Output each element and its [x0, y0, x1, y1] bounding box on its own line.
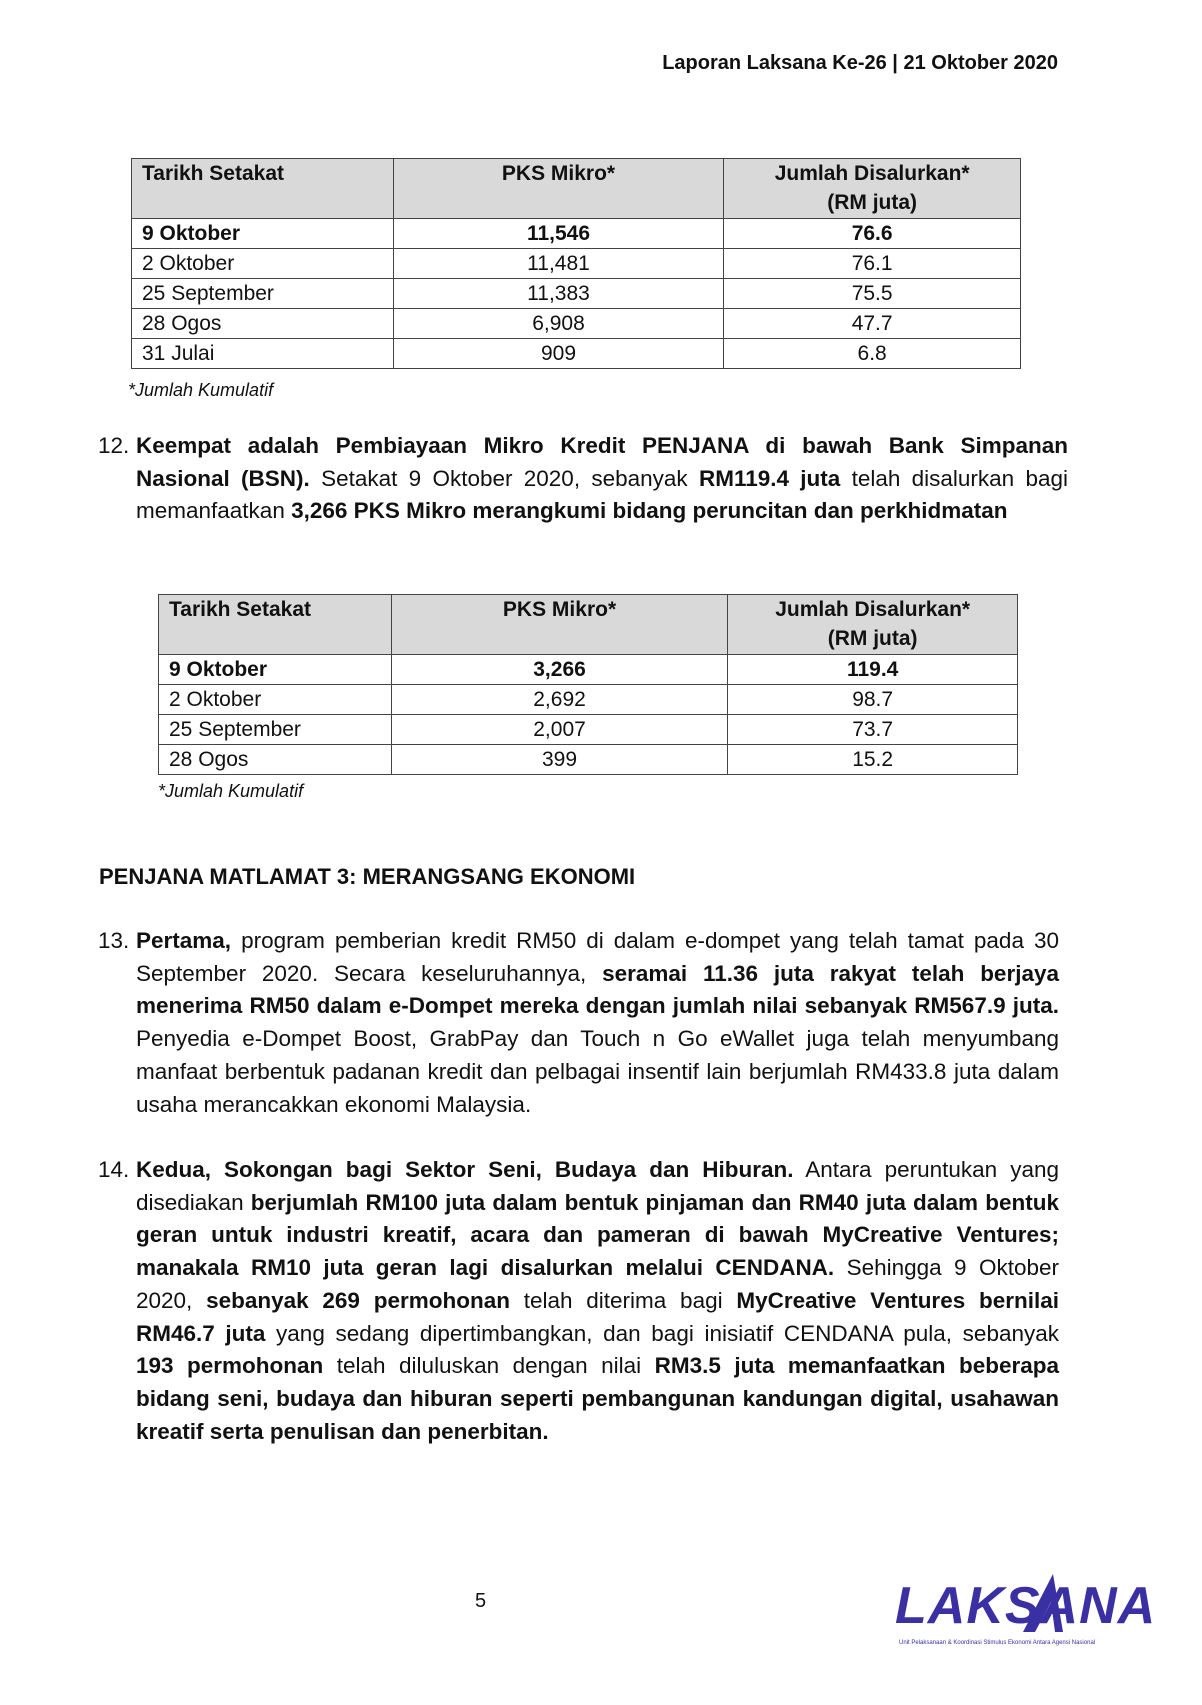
col-header-amount: Jumlah Disalurkan* (RM juta) — [724, 159, 1021, 219]
cell-date: 31 Julai — [132, 339, 394, 369]
para14-text: Antara peruntukan yang disediakan — [136, 1157, 1059, 1215]
cell-amount: 76.6 — [724, 219, 1021, 249]
para12-text: 3,266 PKS Mikro merangkumi bidang peruncitan dan perkhidmatan — [291, 498, 1008, 524]
cell-date: 2 Oktober — [159, 685, 392, 715]
table-row — [132, 249, 1021, 279]
col-header-date: Tarikh Setakat — [159, 595, 392, 655]
table-row — [159, 715, 1018, 745]
table-bsn-tekun — [131, 158, 1021, 369]
para14-text: berjumlah RM100 juta dalam bentuk pinjaman dan RM40 juta dalam bentuk geran untuk industri kreatif, acara dan pameran di bawah MyCreative Ventures; manakala RM10 juta geran lagi disalurkan melalui CENDANA. — [136, 1189, 1059, 1281]
cell-pks: 11,383 — [393, 279, 724, 309]
table-row — [132, 309, 1021, 339]
para13-text: Penyedia e-Dompet Boost, GrabPay dan Touch n Go eWallet juga telah menyumbang manfaat berbentuk padanan kredit dan pelbagai insentif lain berjumlah RM433.8 juta dalam usaha merancakkan ekonomi Malaysia. — [136, 1026, 1059, 1117]
col-header-pks: PKS Mikro* — [391, 595, 728, 655]
para14-text: sebanyak 269 permohonan — [206, 1287, 510, 1313]
para14-text: Sehingga 9 Oktober 2020, — [136, 1255, 1059, 1313]
para13-text: program pemberian kredit RM50 di dalam e-dompet yang telah tamat pada 30 September 2020. Secara keseluruhannya, — [136, 928, 1059, 986]
cell-pks: 6,908 — [393, 309, 724, 339]
para13-text: Pertama, — [136, 928, 232, 953]
cell-pks: 11,481 — [393, 249, 724, 279]
table-row — [159, 655, 1018, 685]
cell-date: 28 Ogos — [159, 745, 392, 775]
cell-amount: 15.2 — [728, 745, 1018, 775]
cell-date: 9 Oktober — [159, 655, 392, 685]
logo-wordmark: LAKSANA — [895, 1577, 1157, 1635]
para14-number: 14. — [98, 1157, 130, 1182]
table-row — [132, 339, 1021, 369]
paragraph-13 — [136, 925, 1059, 1121]
table-row — [159, 685, 1018, 715]
cell-date: 25 September — [132, 279, 394, 309]
cell-date: 2 Oktober — [132, 249, 394, 279]
cell-amount: 75.5 — [724, 279, 1021, 309]
table-row — [132, 279, 1021, 309]
table-header-row — [159, 595, 1018, 655]
section-heading: PENJANA MATLAMAT 3: MERANGSANG EKONOMI — [99, 864, 636, 889]
cell-pks: 909 — [393, 339, 724, 369]
logo-subtitle: Unit Pelaksanaan & Koordinasi Stimulus Ekonomi Antara Agensi Nasional — [899, 1640, 1096, 1646]
para12-text: Setakat 9 Oktober 2020, sebanyak — [309, 465, 699, 491]
cell-amount: 47.7 — [724, 309, 1021, 339]
cell-pks: 2,692 — [391, 685, 728, 715]
cell-date: 9 Oktober — [132, 219, 394, 249]
para14-text: telah diluluskan dengan nilai — [323, 1353, 655, 1379]
cell-pks: 2,007 — [391, 715, 728, 745]
report-header: Laporan Laksana Ke-26 | 21 Oktober 2020 — [662, 52, 1058, 74]
col-header-pks: PKS Mikro* — [393, 159, 724, 219]
table-row — [159, 745, 1018, 775]
cell-pks: 3,266 — [391, 655, 728, 685]
para12-text: Keempat adalah Pembiayaan Mikro Kredit PENJANA di bawah Bank Simpanan Nasional (BSN). — [136, 433, 1068, 491]
para12-text: telah disalurkan bagi memanfaatkan — [136, 465, 1069, 524]
para12-number: 12. — [98, 433, 130, 458]
page-number: 5 — [475, 1590, 487, 1612]
cell-amount: 98.7 — [728, 685, 1018, 715]
col-header-amount: Jumlah Disalurkan* (RM juta) — [728, 595, 1018, 655]
cell-amount: 119.4 — [728, 655, 1018, 685]
col-header-date: Tarikh Setakat — [132, 159, 394, 219]
cell-date: 25 September — [159, 715, 392, 745]
paragraph-12 — [136, 430, 1068, 528]
para14-text: 193 permohonan — [136, 1353, 324, 1379]
cell-date: 28 Ogos — [132, 309, 394, 339]
paragraph-14 — [136, 1154, 1059, 1448]
para14-text: telah diterima bagi — [509, 1287, 737, 1313]
para14-text: yang sedang dipertimbangkan, dan bagi inisiatif CENDANA pula, sebanyak — [265, 1320, 1059, 1346]
para14-text: MyCreative Ventures bernilai RM46.7 juta — [136, 1287, 1060, 1346]
cell-amount: 76.1 — [724, 249, 1021, 279]
table2-note: *Jumlah Kumulatif — [158, 781, 304, 801]
table-bsn-penjana — [158, 594, 1018, 775]
para12-text: RM119.4 juta — [698, 465, 841, 491]
table-row — [132, 219, 1021, 249]
para14-text: Kedua, Sokongan bagi Sektor Seni, Budaya dan Hiburan. — [136, 1157, 794, 1182]
cell-amount: 73.7 — [728, 715, 1018, 745]
para13-text: seramai 11.36 juta rakyat telah berjaya menerima RM50 dalam e-Dompet mereka dengan jumlah nilai sebanyak RM567.9 juta. — [136, 960, 1059, 1019]
para14-text: RM3.5 juta memanfaatkan beberapa bidang seni, budaya dan hiburan seperti pembangunan kandungan digital, usahawan kreatif serta penulisan dan penerbitan. — [136, 1353, 1060, 1444]
cell-pks: 399 — [391, 745, 728, 775]
table1-note: *Jumlah Kumulatif — [128, 380, 274, 400]
para13-number: 13. — [98, 928, 130, 953]
cell-amount: 6.8 — [724, 339, 1021, 369]
table-header-row — [132, 159, 1021, 219]
cell-pks: 11,546 — [393, 219, 724, 249]
laksana-logo — [895, 1572, 1157, 1652]
